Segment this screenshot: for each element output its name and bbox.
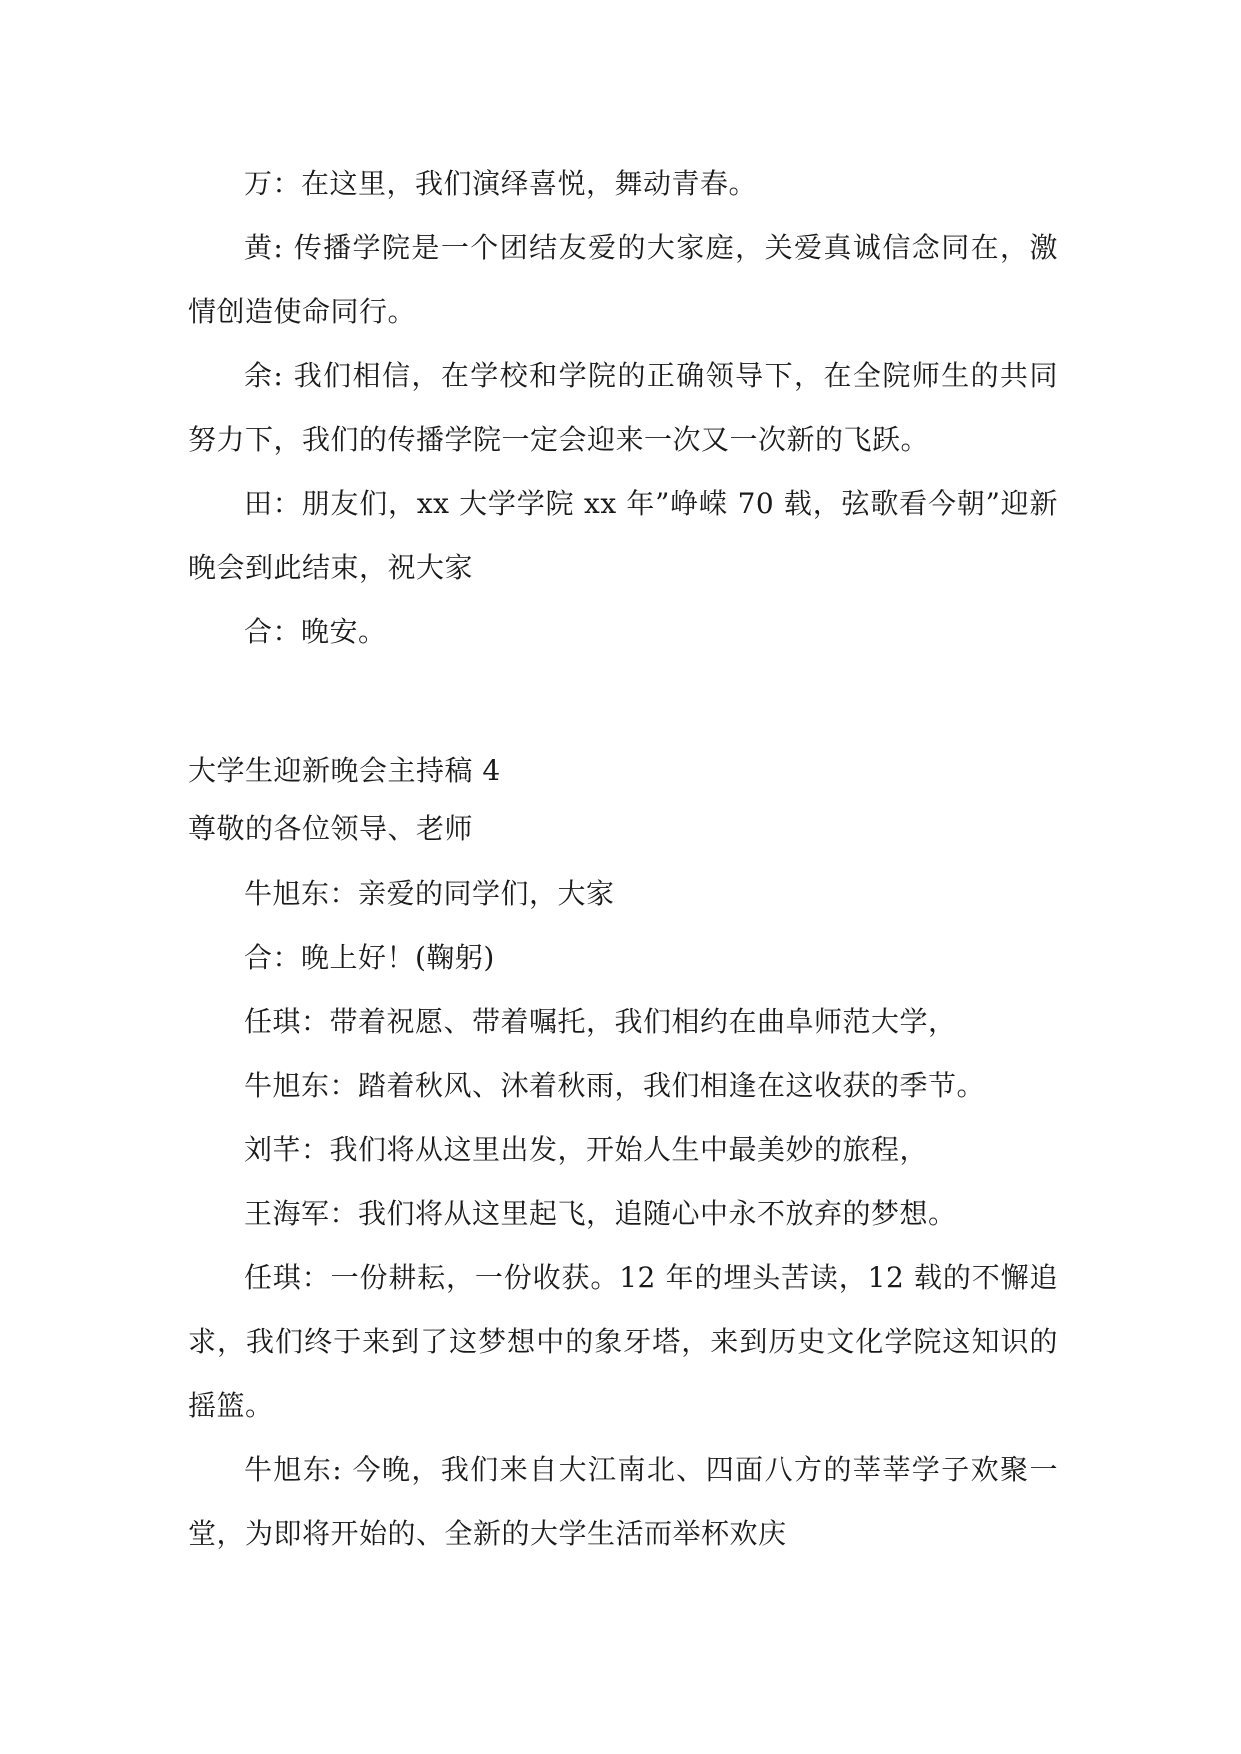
paragraph: 余: 我们相信，在学校和学院的正确领导下，在全院师生的共同努力下，我们的传播学院一定会迎来一次又一次新的飞跃。 xyxy=(188,359,1058,456)
paragraph: 合：晚安。 xyxy=(244,615,387,648)
section-title: 大学生迎新晚会主持稿 4 xyxy=(188,754,501,787)
paragraph: 牛旭东：踏着秋风、沐着秋雨，我们相逢在这收获的季节。 xyxy=(244,1069,986,1102)
paragraph: 黄: 传播学院是一个团结友爱的大家庭，关爱真诚信念同在，激情创造使命同行。 xyxy=(188,231,1058,328)
paragraph: 任琪：一份耕耘，一份收获。12 年的埋头苦读，12 载的不懈追求，我们终于来到了这梦想中的象牙塔，来到历史文化学院这知识的摇篮。 xyxy=(188,1261,1058,1422)
paragraph: 万：在这里，我们演绎喜悦，舞动青春。 xyxy=(244,167,758,200)
paragraph: 王海军：我们将从这里起飞，追随心中永不放弃的梦想。 xyxy=(244,1197,957,1230)
paragraph: 刘芊：我们将从这里出发，开始人生中最美妙的旅程， xyxy=(244,1133,929,1166)
paragraph: 牛旭东: 今晚，我们来自大江南北、四面八方的莘莘学子欢聚一堂，为即将开始的、全新的大学生活而举杯欢庆 xyxy=(188,1453,1058,1550)
paragraph: 田：朋友们，xx 大学学院 xx 年”峥嵘 70 载，弦歌看今朝”迎新晚会到此结束，祝大家 xyxy=(188,487,1058,584)
salutation: 尊敬的各位领导、老师 xyxy=(188,812,474,845)
paragraph: 牛旭东：亲爱的同学们，大家 xyxy=(244,877,615,910)
paragraph: 任琪：带着祝愿、带着嘱托，我们相约在曲阜师范大学， xyxy=(244,1005,957,1038)
paragraph: 合：晚上好！(鞠躬) xyxy=(244,941,495,974)
